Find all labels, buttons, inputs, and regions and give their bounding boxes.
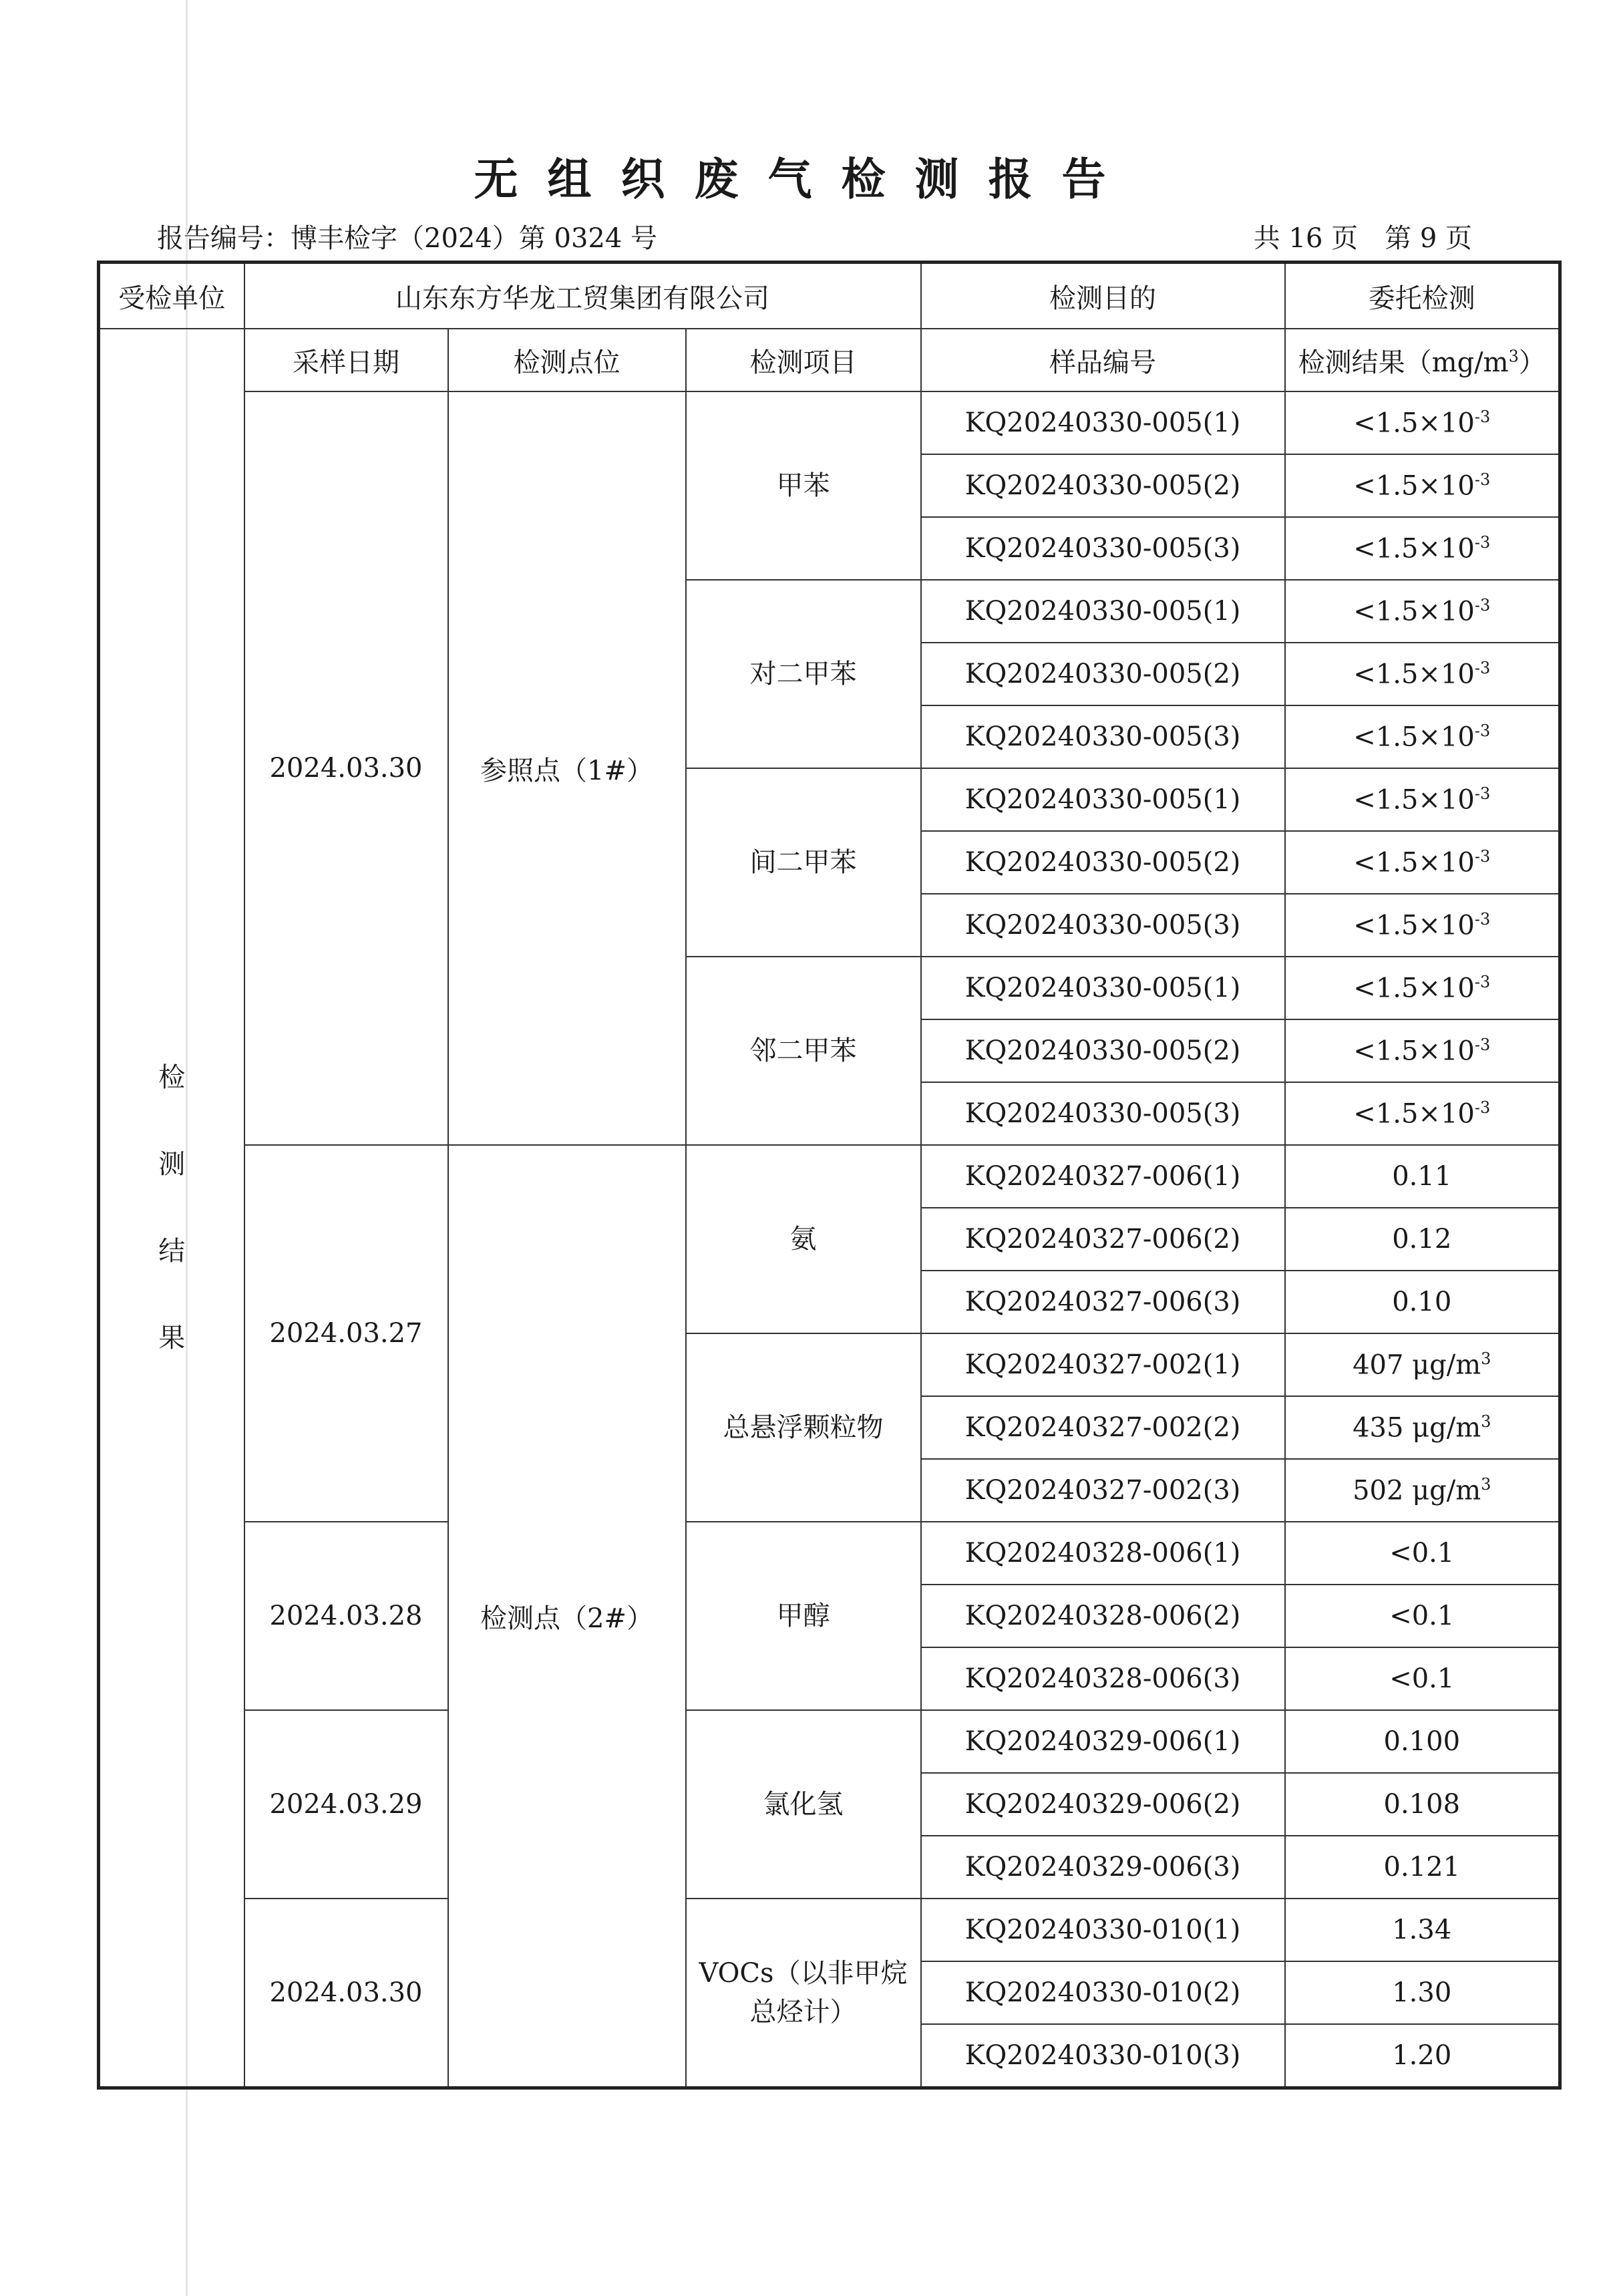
result-value: <1.5×10 [1353,721,1475,753]
result-exponent: -3 [1474,846,1491,866]
test-result [1285,1145,1560,1208]
total-pages: 共 16 页 [1253,223,1359,254]
result-value: 502 μg/m [1353,1475,1481,1506]
inspected-unit-label: 受检单位 [99,263,244,329]
test-item: 氨 [686,1145,921,1333]
test-result [1285,2024,1560,2088]
result-exponent: -3 [1474,470,1491,489]
col-result-tail: ） [1518,347,1546,378]
result-exponent: -3 [1474,1098,1491,1117]
sample-number: KQ20240328-006(3) [921,1647,1285,1710]
col-date-header: 采样日期 [244,329,448,391]
test-result [1285,768,1560,831]
result-row [99,1522,1560,1585]
test-result [1285,894,1560,957]
result-value: <1.5×10 [1353,596,1475,627]
report-title: 无组织废气检测报告 [474,153,1135,205]
result-row [99,1710,1560,1773]
purpose-label: 检测目的 [921,263,1285,329]
result-exponent: -3 [1474,1035,1491,1054]
test-result [1285,1208,1560,1271]
monitoring-point: 检测点（2#） [448,1145,686,2088]
test-result [1285,643,1560,705]
sample-number: KQ20240330-005(1) [921,391,1285,454]
sample-number: KQ20240330-005(3) [921,1082,1285,1145]
result-value: <0.1 [1389,1601,1455,1631]
section-label-char: 检 [158,1062,186,1093]
col-result-text: 检测结果（mg/m [1298,347,1509,378]
sampling-date: 2024.03.27 [244,1145,448,1522]
result-value: 1.34 [1392,1915,1452,1945]
col-result-header [1285,329,1560,391]
result-value: 1.20 [1392,2040,1452,2071]
sample-number: KQ20240327-006(1) [921,1145,1285,1208]
result-value: 0.100 [1383,1726,1461,1757]
page-number: 第 9 页 [1385,223,1472,254]
test-result [1285,580,1560,643]
result-value: <1.5×10 [1353,1035,1475,1067]
test-result [1285,1459,1560,1522]
result-value: 0.108 [1383,1789,1461,1820]
result-value: 407 μg/m [1353,1349,1481,1381]
result-exponent: -3 [1474,784,1491,803]
result-value: <1.5×10 [1353,910,1475,941]
test-result [1285,1710,1560,1773]
unit-row [99,263,1560,329]
test-result [1285,1396,1560,1459]
sample-number: KQ20240330-005(3) [921,517,1285,580]
result-value: 0.121 [1383,1852,1461,1882]
result-exponent: 3 [1481,1349,1491,1368]
sample-number: KQ20240330-010(1) [921,1899,1285,1961]
results-table [97,261,1562,2090]
test-item: VOCs（以非甲烷总烃计） [686,1899,921,2088]
sample-number: KQ20240330-005(2) [921,643,1285,705]
monitoring-point: 参照点（1#） [448,391,686,1145]
column-header-row [99,329,1560,391]
inspected-unit: 山东东方华龙工贸集团有限公司 [244,263,921,329]
test-result [1285,1585,1560,1647]
page-counter [1227,217,1472,255]
sample-number: KQ20240327-002(2) [921,1396,1285,1459]
test-result [1285,1271,1560,1333]
result-value: 0.11 [1392,1161,1452,1192]
result-row [99,1145,1560,1208]
test-result [1285,1836,1560,1899]
col-point-header: 检测点位 [448,329,686,391]
result-exponent: -3 [1474,595,1491,615]
sample-number: KQ20240329-006(1) [921,1710,1285,1773]
sample-number: KQ20240327-006(2) [921,1208,1285,1271]
result-value: 0.12 [1392,1224,1452,1255]
result-value: 1.30 [1392,1977,1452,2008]
sample-number: KQ20240330-005(3) [921,894,1285,957]
result-exponent: -3 [1474,721,1491,740]
result-value: <1.5×10 [1353,784,1475,816]
test-result [1285,1019,1560,1082]
test-result [1285,705,1560,768]
result-value: <1.5×10 [1353,847,1475,878]
section-label-char: 结 [158,1236,186,1267]
result-value: <0.1 [1389,1538,1455,1569]
test-result [1285,1961,1560,2024]
test-item: 甲苯 [686,391,921,580]
test-item: 邻二甲苯 [686,957,921,1145]
sampling-date: 2024.03.28 [244,1522,448,1710]
result-value: <0.1 [1389,1663,1455,1694]
test-result [1285,517,1560,580]
result-row [99,1899,1560,1961]
result-exponent: -3 [1474,658,1491,677]
test-item: 间二甲苯 [686,768,921,957]
result-exponent: -3 [1474,909,1491,929]
sample-number: KQ20240330-010(3) [921,2024,1285,2088]
sampling-date: 2024.03.30 [244,391,448,1145]
result-value: <1.5×10 [1353,659,1475,690]
result-value: 0.10 [1392,1287,1452,1317]
test-item: 对二甲苯 [686,580,921,768]
section-label-cell [99,329,244,2088]
test-result [1285,454,1560,517]
sample-number: KQ20240329-006(2) [921,1773,1285,1836]
result-value: <1.5×10 [1353,407,1475,439]
test-result [1285,957,1560,1019]
test-result [1285,391,1560,454]
report-number: 报告编号：博丰检字（2024）第 0324 号 [157,223,658,254]
result-value: <1.5×10 [1353,973,1475,1004]
sample-number: KQ20240327-002(1) [921,1333,1285,1396]
test-item: 甲醇 [686,1522,921,1710]
sample-number: KQ20240330-005(1) [921,957,1285,1019]
result-exponent: 3 [1481,1474,1491,1494]
sample-number: KQ20240330-010(2) [921,1961,1285,2024]
test-item: 氯化氢 [686,1710,921,1899]
result-value: <1.5×10 [1353,533,1475,564]
sampling-date: 2024.03.30 [244,1899,448,2088]
sample-number: KQ20240327-006(3) [921,1271,1285,1333]
col-result-sup: 3 [1508,347,1519,366]
result-exponent: -3 [1474,532,1491,552]
col-item-header: 检测项目 [686,329,921,391]
test-result [1285,1333,1560,1396]
result-exponent: 3 [1481,1412,1491,1431]
sample-number: KQ20240330-005(3) [921,705,1285,768]
sample-number: KQ20240330-005(2) [921,454,1285,517]
sample-number: KQ20240329-006(3) [921,1836,1285,1899]
test-result [1285,831,1560,894]
section-label-char: 测 [158,1149,186,1180]
purpose-value: 委托检测 [1285,263,1560,329]
test-result [1285,1899,1560,1961]
section-label-char: 果 [158,1323,186,1353]
test-result [1285,1773,1560,1836]
sample-number: KQ20240328-006(1) [921,1522,1285,1585]
test-item: 总悬浮颗粒物 [686,1333,921,1522]
test-result [1285,1082,1560,1145]
sample-number: KQ20240330-005(2) [921,831,1285,894]
sample-number: KQ20240327-002(3) [921,1459,1285,1522]
result-value: 435 μg/m [1353,1412,1481,1444]
sample-number: KQ20240330-005(1) [921,580,1285,643]
test-result [1285,1647,1560,1710]
sample-number: KQ20240330-005(2) [921,1019,1285,1082]
col-sample-header: 样品编号 [921,329,1285,391]
result-exponent: -3 [1474,407,1491,426]
sampling-date: 2024.03.29 [244,1710,448,1899]
result-value: <1.5×10 [1353,1098,1475,1130]
test-result [1285,1522,1560,1585]
sample-number: KQ20240330-005(1) [921,768,1285,831]
result-exponent: -3 [1474,972,1491,991]
result-row [99,391,1560,454]
sample-number: KQ20240328-006(2) [921,1585,1285,1647]
result-value: <1.5×10 [1353,470,1475,502]
